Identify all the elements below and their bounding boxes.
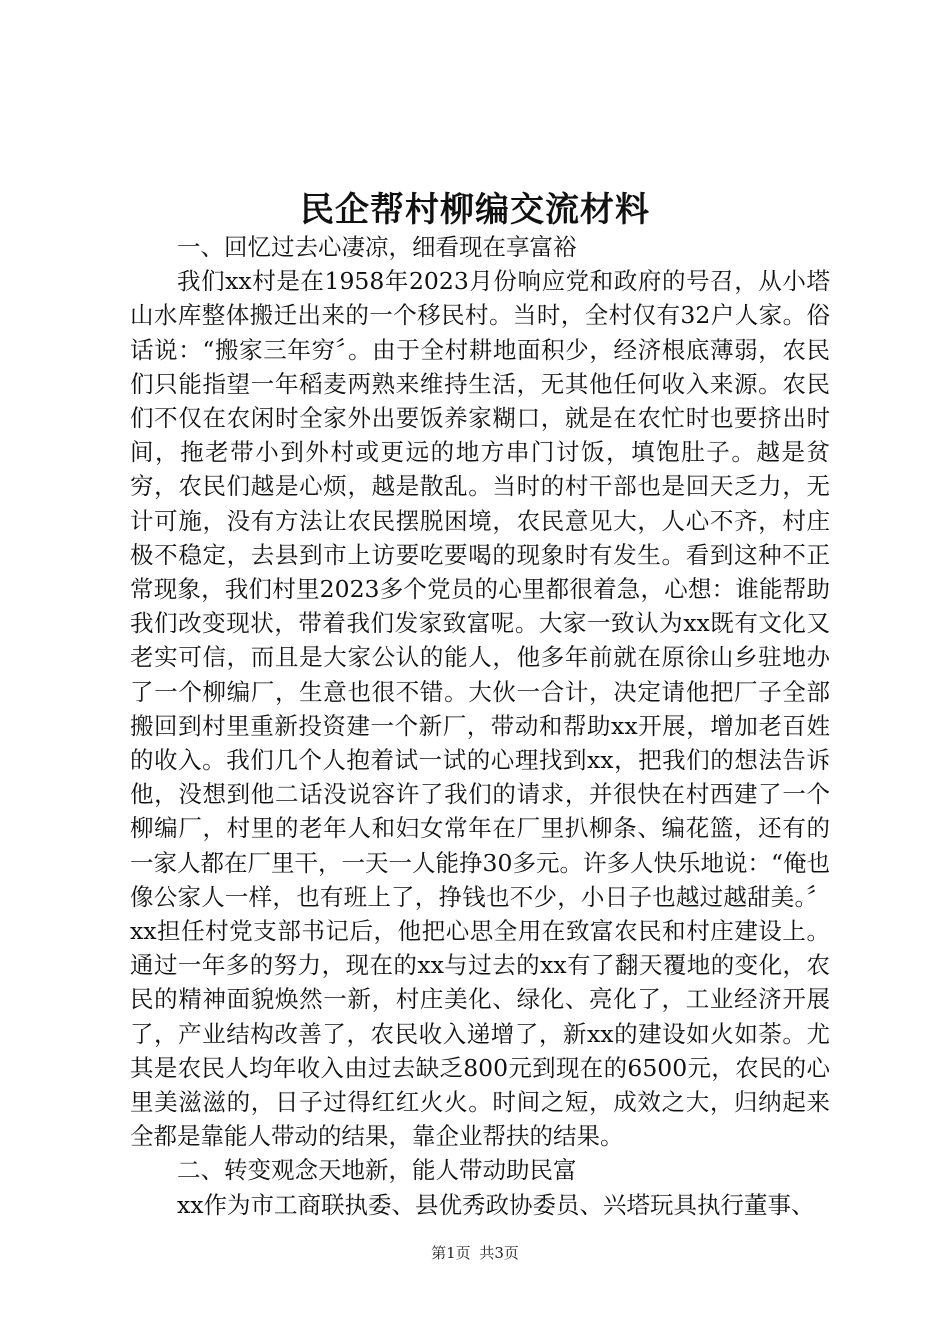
page-number-current: 第1页	[431, 1244, 471, 1262]
section-heading-2: 二、转变观念天地新，能人带动助民富	[177, 1156, 577, 1185]
document-title: 民企帮村柳编交流材料	[300, 190, 650, 230]
section-paragraph-1: 我们xx村是在1958年2023月份响应党和政府的号召，从小塔山水库整体搬迁出来的一个移民村。当时，全村仅有32户人家。俗话说：“搬家三年穷〞。由于全村耕地面积少，经济根底薄弱，农民们只能指望一年稻麦两熟来维持生活，无其他任何收入来源。农民们不仅在农闲时全家外出要饭养家糊口，就是在农忙时也要挤出时间，拖老带小到外村或更远的地方串门讨饭，填饱肚子。越是贫穷，农民们越是心烦，越是散乱。当时的村干部也是回天乏力，无计可施，没有方法让农民摆脱困境，农民意见大，人心不齐，村庄极不稳定，去县到市上访要吃要喝的现象时有发生。看到这种不正常现象，我们村里2023多个党员的心里都很着急，心想：谁能帮助我们改变现状，带着我们发家致富呢。大家一致认为xx既有文化又老实可信，而且是大家公认的能人，他多年前就在原徐山乡驻地办了一个柳编厂，生意也很不错。大伙一合计，决定请他把厂子全部搬回到村里重新投资建一个新厂，带动和帮助xx开展，增加老百姓的收入。我们几个人抱着试一试的心理找到xx，把我们的想法告诉他，没想到他二话没说容许了我们的请求，并很快在村西建了一个柳编厂，村里的老年人和妇女常年在厂里扒柳条、编花篮，还有的一家人都在厂里干，一天一人能挣30多元。许多人快乐地说：“俺也像公家人一样，也有班上了，挣钱也不少，小日子也越过越甜美。〞xx担任村党支部书记后，他把心思全用在致富农民和村庄建设上。通过一年多的努力，现在的xx与过去的xx有了翻天覆地的变化，农民的精神面貌焕然一新，村庄美化、绿化、亮化了，工业经济开展了，产业结构改善了，农民收入递增了，新xx的建设如火如荼。尤其是农民人均年收入由过去缺乏800元到现在的6500元，农民的心里美滋滋的，日子过得红红火火。时间之短，成效之大，归纳起来全都是靠能人带动的结果，靠企业帮扶的结果。	[130, 267, 830, 1151]
document-body	[130, 230, 830, 1222]
section-paragraph-2: xx作为市工商联执委、县优秀政协委员、兴塔玩具执行董事、	[177, 1190, 815, 1219]
section-heading-1: 一、回忆过去心凄凉，细看现在享富裕	[177, 233, 577, 261]
page-footer	[0, 1242, 950, 1264]
page-number-total: 共3页	[479, 1244, 519, 1262]
